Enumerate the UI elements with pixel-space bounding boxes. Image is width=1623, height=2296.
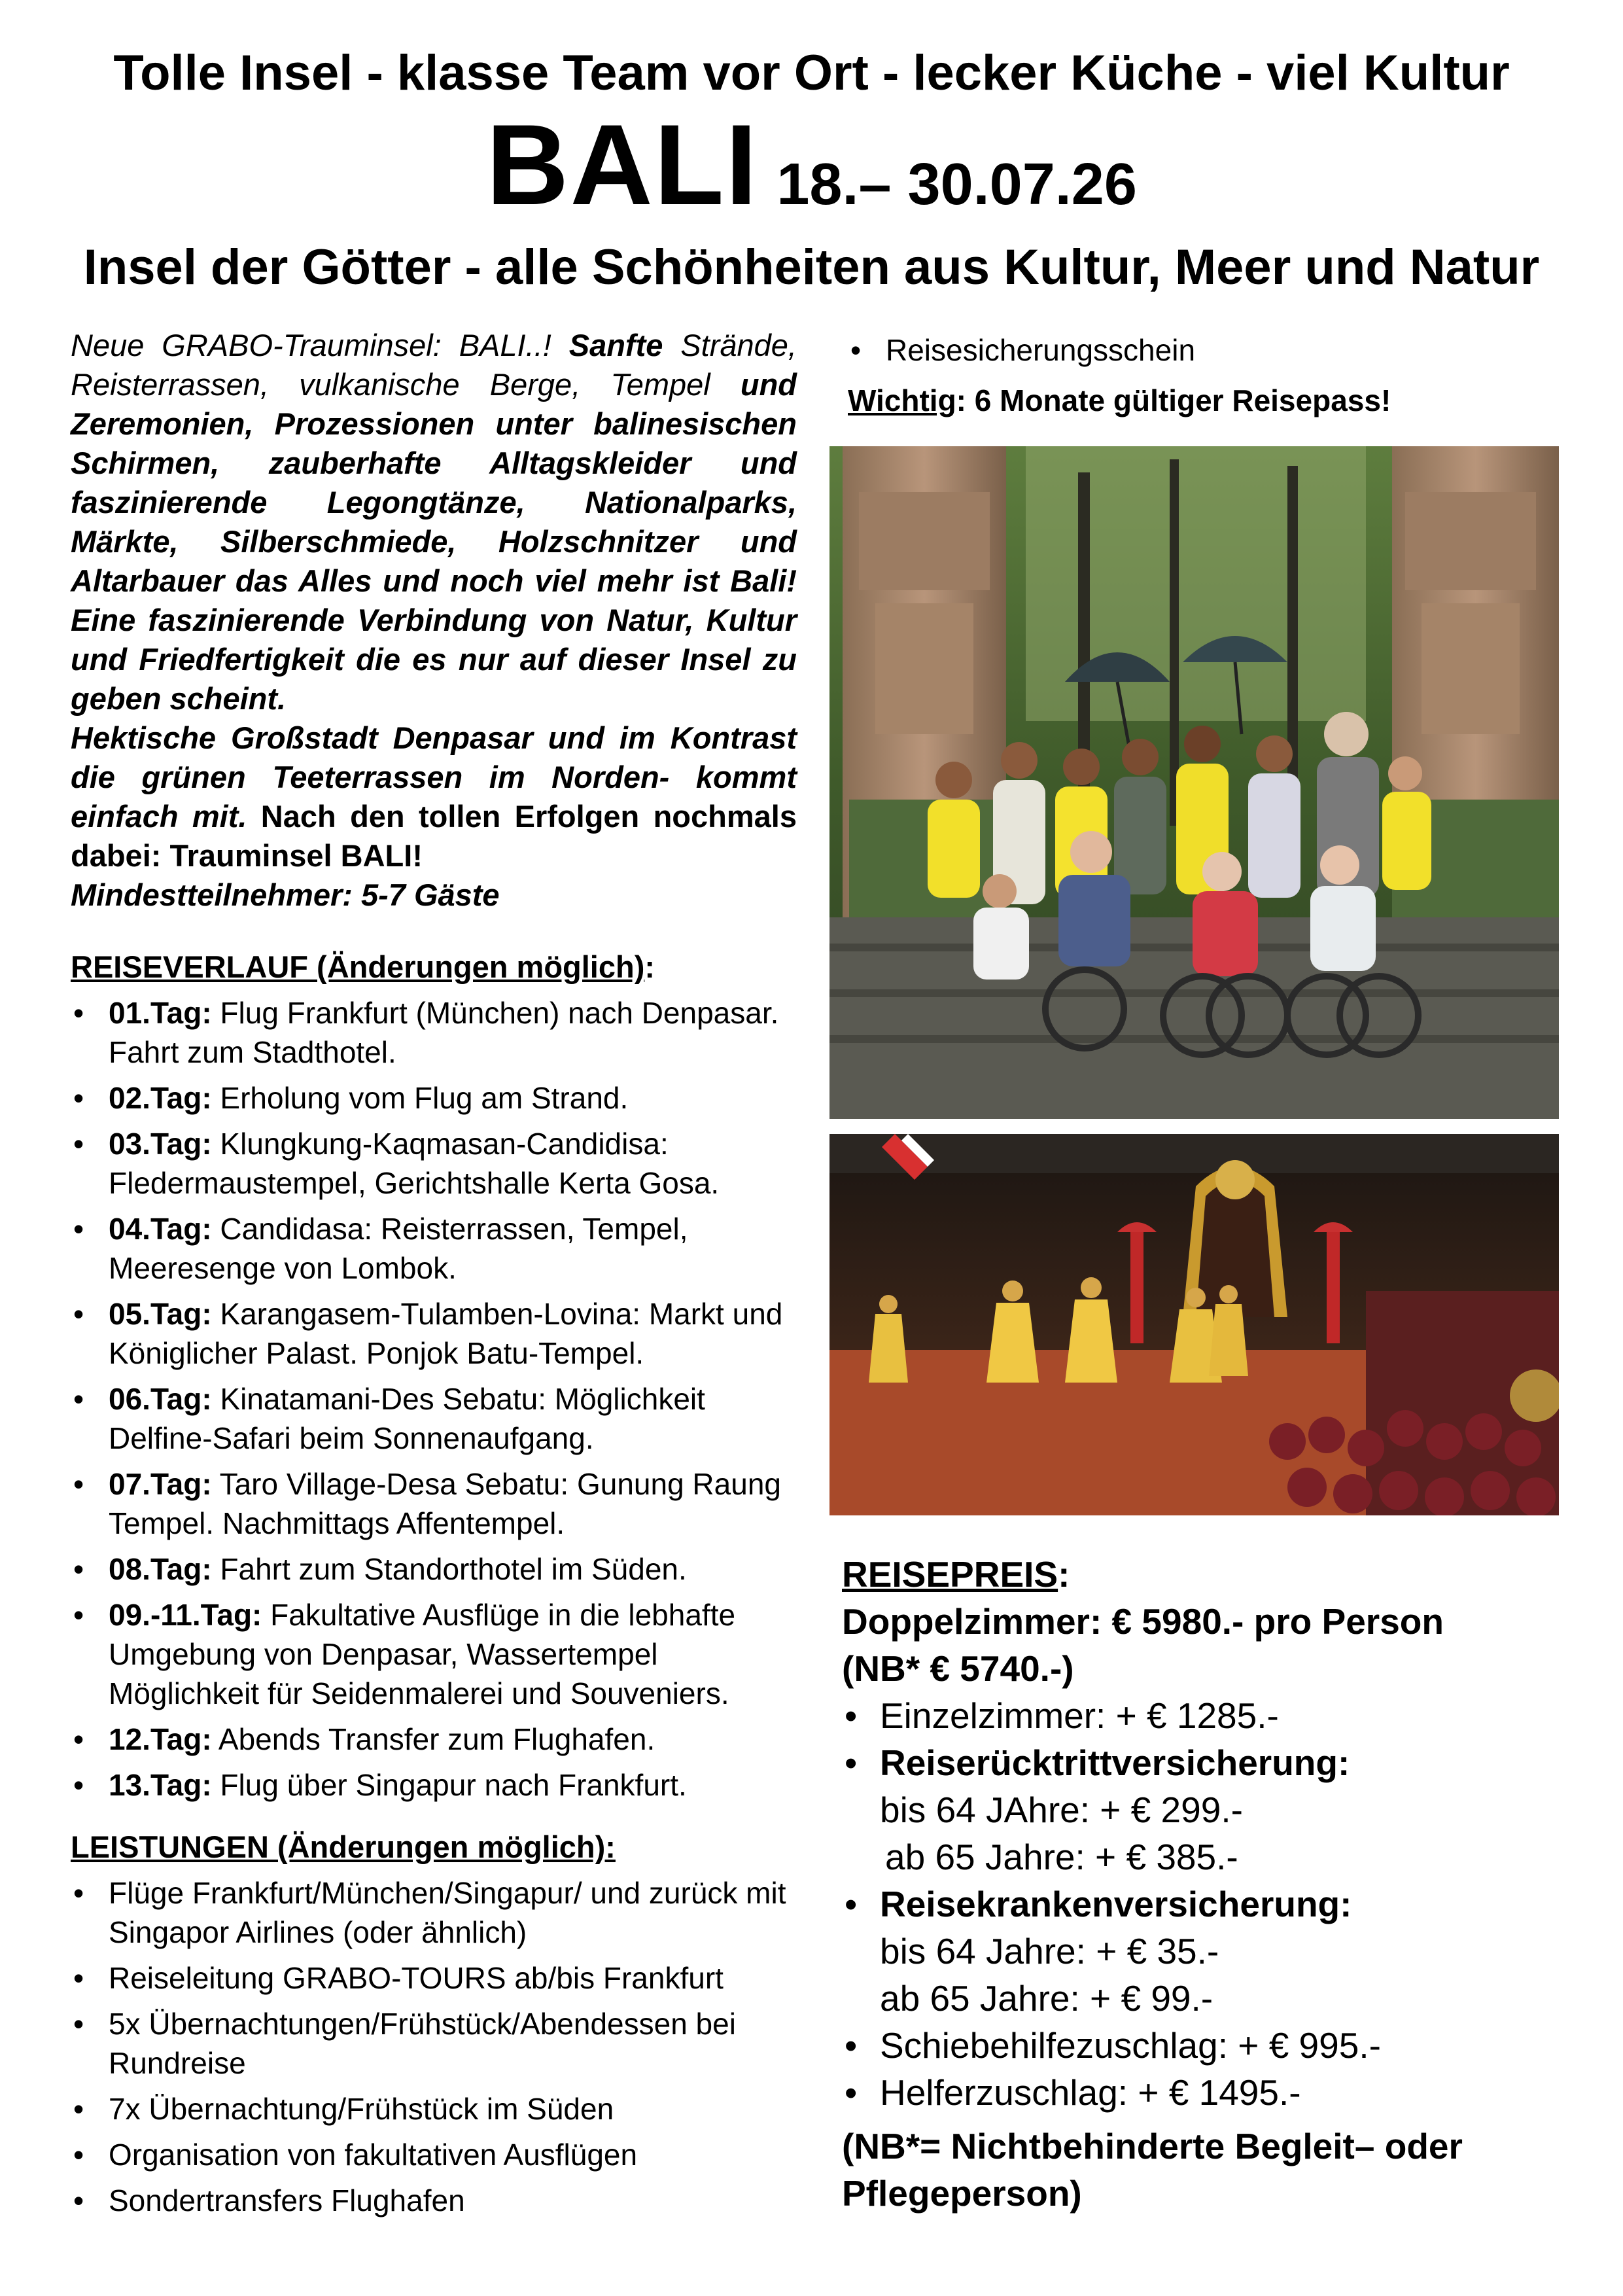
service-item: [71, 1958, 797, 1998]
service-item-text: Reiseleitung GRABO-TOURS ab/bis Frankfurt: [109, 1961, 724, 1995]
bullet-icon: •: [845, 1695, 858, 1736]
service-item-text: Flüge Frankfurt/München/Singapur/ und zurück mit Singapor Airlines (oder ähnlich): [109, 1876, 786, 1949]
intro-text: [71, 326, 797, 915]
intro-paragraph-1: [71, 326, 797, 718]
insurance-certificate-item: [848, 330, 1195, 370]
itinerary-heading-colon: :: [644, 949, 655, 984]
bullet-icon: •: [73, 1127, 84, 1161]
push-help-text: Schiebehilfezuschlag: + € 995.-: [880, 2025, 1381, 2066]
service-item: [71, 2135, 797, 2174]
itinerary-day-label: 09.-11.Tag:: [109, 1598, 262, 1632]
service-item: [71, 2181, 797, 2220]
intro-text-plain: Strände, Reisterrassen, vulkanische Berge, Tempel: [71, 328, 797, 402]
itinerary-day-label: 13.Tag:: [109, 1768, 212, 1802]
insurance-certificate-text: Reisesicherungsschein: [886, 333, 1196, 367]
itinerary-day-item: [71, 993, 797, 1072]
bullet-icon: •: [845, 2025, 858, 2066]
bullet-icon: •: [73, 2092, 84, 2126]
bullet-icon: •: [73, 1598, 84, 1632]
intro-city-text: Hektische Großstadt Denpasar und im Kontrast die grünen Teeterrassen im Norden- kommt einfach mit.: [71, 720, 797, 834]
itinerary-day-text: Erholung vom Flug am Strand.: [211, 1081, 629, 1115]
bullet-icon: •: [845, 1742, 858, 1783]
itinerary-day-item: [71, 1209, 797, 1288]
intro-paragraph-2: [71, 718, 797, 875]
price-section: [842, 1551, 1562, 2217]
bullet-icon: •: [73, 1382, 84, 1416]
itinerary-day-label: 12.Tag:: [109, 1722, 212, 1756]
itinerary-day-item: [71, 1379, 797, 1458]
service-item-text: 5x Übernachtungen/Frühstück/Abendessen bei Rundreise: [109, 2007, 736, 2080]
itinerary-day-text: Kinatamani-Des Sebatu: Möglichkeit Delfine-Safari beim Sonnenaufgang.: [109, 1382, 705, 1455]
bullet-icon: •: [845, 1884, 858, 1924]
cancellation-under-65: bis 64 JAhre: + € 299.-: [880, 1790, 1243, 1830]
single-room-text: Einzelzimmer: + € 1285.-: [880, 1695, 1279, 1736]
services-list: [71, 1873, 797, 2227]
service-item: [71, 2089, 797, 2128]
dance-performance-photo: [829, 1134, 1559, 1515]
itinerary-day-item: [71, 1078, 797, 1118]
bullet-icon: •: [73, 1552, 84, 1586]
dance-photo-illustration: [829, 1134, 1559, 1515]
title-line: [0, 101, 1623, 229]
double-room-price: Doppelzimmer: € 5980.- pro Person: [842, 1601, 1444, 1642]
bullet-icon: •: [73, 1722, 84, 1756]
itinerary-day-item: [71, 1549, 797, 1589]
itinerary-list: [71, 993, 797, 1811]
itinerary-heading-text: REISEVERLAUF (Änderungen möglich): [71, 949, 645, 984]
bullet-icon: •: [73, 1212, 84, 1246]
price-heading-colon: :: [1058, 1554, 1070, 1595]
important-text: : 6 Monate gültiger Reisepass!: [956, 383, 1391, 417]
bullet-icon: •: [73, 2007, 84, 2041]
price-options-list: [842, 1692, 1562, 2116]
bullet-icon: •: [73, 2183, 84, 2217]
itinerary-day-text: Flug Frankfurt (München) nach Denpasar. Fahrt zum Stadthotel.: [109, 996, 779, 1069]
bullet-icon: •: [73, 1876, 84, 1910]
itinerary-day-item: [71, 1124, 797, 1203]
itinerary-day-text: Taro Village-Desa Sebatu: Gunung Raung Tempel. Nachmittags Affentempel.: [109, 1467, 781, 1540]
single-room-item: [842, 1692, 1562, 1739]
itinerary-day-label: 04.Tag:: [109, 1212, 212, 1246]
itinerary-day-text: Fahrt zum Standorthotel im Süden.: [211, 1552, 687, 1586]
price-heading-text: REISEPREIS: [842, 1554, 1058, 1595]
bullet-icon: •: [73, 996, 84, 1030]
itinerary-day-label: 07.Tag:: [109, 1467, 212, 1501]
bullet-icon: •: [845, 2072, 858, 2113]
important-note: [848, 383, 1391, 418]
tagline: Tolle Insel - klasse Team vor Ort - lecker Küche - viel Kultur: [113, 45, 1510, 101]
itinerary-day-item: [71, 1464, 797, 1543]
price-heading: [842, 1551, 1562, 1598]
min-participants: Mindestteilnehmer: 5-7 Gäste: [71, 877, 500, 912]
cancellation-insurance-label: Reiserücktrittversicherung:: [880, 1742, 1350, 1783]
cancellation-over-65: ab 65 Jahre: + € 385.-: [885, 1837, 1238, 1877]
health-under-65: bis 64 Jahre: + € 35.-: [880, 1931, 1219, 1971]
bullet-icon: •: [850, 333, 862, 367]
health-insurance-label: Reisekrankenversicherung:: [880, 1884, 1352, 1924]
bullet-icon: •: [73, 1768, 84, 1802]
health-over-65: ab 65 Jahre: + € 99.-: [880, 1978, 1213, 2019]
itinerary-day-text: Karangasem-Tulamben-Lovina: Markt und Königlicher Palast. Ponjok Batu-Tempel.: [109, 1297, 783, 1370]
bullet-icon: •: [73, 1467, 84, 1501]
page-title: BALI: [486, 101, 759, 229]
bullet-icon: •: [73, 1961, 84, 1995]
push-help-item: [842, 2022, 1562, 2069]
helper-item: [842, 2069, 1562, 2116]
intro-text-bold: und Zeremonien, Prozessionen unter balinesischen Schirmen, zauberhafte Alltagskleider und faszinierende Legongtänze, Nationalparks, Märkte, Silberschmiede, Holzschnitzer und Altarbauer das Alles und noch viel mehr ist Bali! Eine faszinierende Verbindung von Natur, Kultur und Friedfertigkeit die es nur auf dieser Insel zu geben scheint.: [71, 367, 797, 716]
service-item-text: 7x Übernachtung/Frühstück im Süden: [109, 2092, 614, 2126]
bullet-icon: •: [73, 1297, 84, 1331]
service-item: [71, 1873, 797, 1952]
itinerary-day-label: 06.Tag:: [109, 1382, 212, 1416]
price-footnote: (NB*= Nichtbehinderte Begleit– oder Pflegeperson): [842, 2126, 1463, 2214]
health-insurance-item: [842, 1881, 1562, 2022]
itinerary-day-label: 02.Tag:: [109, 1081, 212, 1115]
subtitle: Insel der Götter - alle Schönheiten aus Kultur, Meer und Natur: [83, 239, 1540, 295]
intro-bold-word: Sanfte: [568, 328, 663, 362]
itinerary-day-text: Candidasa: Reisterrassen, Tempel, Meeresenge von Lombok.: [109, 1212, 688, 1285]
itinerary-day-label: 03.Tag:: [109, 1127, 212, 1161]
itinerary-day-item: [71, 1765, 797, 1805]
group-photo-illustration: [829, 446, 1559, 1119]
itinerary-day-text: Abends Transfer zum Flughafen.: [211, 1722, 655, 1756]
double-room-nb-price: (NB* € 5740.-): [842, 1648, 1074, 1689]
itinerary-day-text: Fakultative Ausflüge in die lebhafte Umgebung von Denpasar, Wassertempel Möglichkeit für Seidenmalerei und Souveniers.: [109, 1598, 736, 1710]
group-photo-temple: [829, 446, 1559, 1119]
itinerary-day-item: [71, 1595, 797, 1713]
intro-lead: Neue GRABO-Trauminsel: BALI..!: [71, 328, 569, 362]
intro-again-text: Nach den tollen Erfolgen nochmals dabei: Trauminsel BALI!: [71, 799, 797, 873]
itinerary-day-label: 01.Tag:: [109, 996, 212, 1030]
itinerary-day-text: Flug über Singapur nach Frankfurt.: [211, 1768, 687, 1802]
itinerary-day-item: [71, 1720, 797, 1759]
service-item-text: Organisation von fakultativen Ausflügen: [109, 2138, 638, 2172]
bullet-icon: •: [73, 1081, 84, 1115]
itinerary-day-item: [71, 1294, 797, 1373]
itinerary-day-label: 08.Tag:: [109, 1552, 212, 1586]
bullet-icon: •: [73, 2138, 84, 2172]
itinerary-heading: [71, 949, 655, 985]
cancellation-insurance-item: [842, 1739, 1562, 1881]
travel-dates: 18.– 30.07.26: [777, 152, 1137, 217]
service-item-text: Sondertransfers Flughafen: [109, 2183, 465, 2217]
itinerary-day-label: 05.Tag:: [109, 1297, 212, 1331]
itinerary-day-text: Klungkung-Kaqmasan-Candidisa: Fledermaustempel, Gerichtshalle Kerta Gosa.: [109, 1127, 720, 1200]
service-item: [71, 2004, 797, 2083]
important-label: Wichtig: [848, 383, 956, 417]
helper-text: Helferzuschlag: + € 1495.-: [880, 2072, 1301, 2113]
services-heading: LEISTUNGEN (Änderungen möglich):: [71, 1829, 616, 1864]
